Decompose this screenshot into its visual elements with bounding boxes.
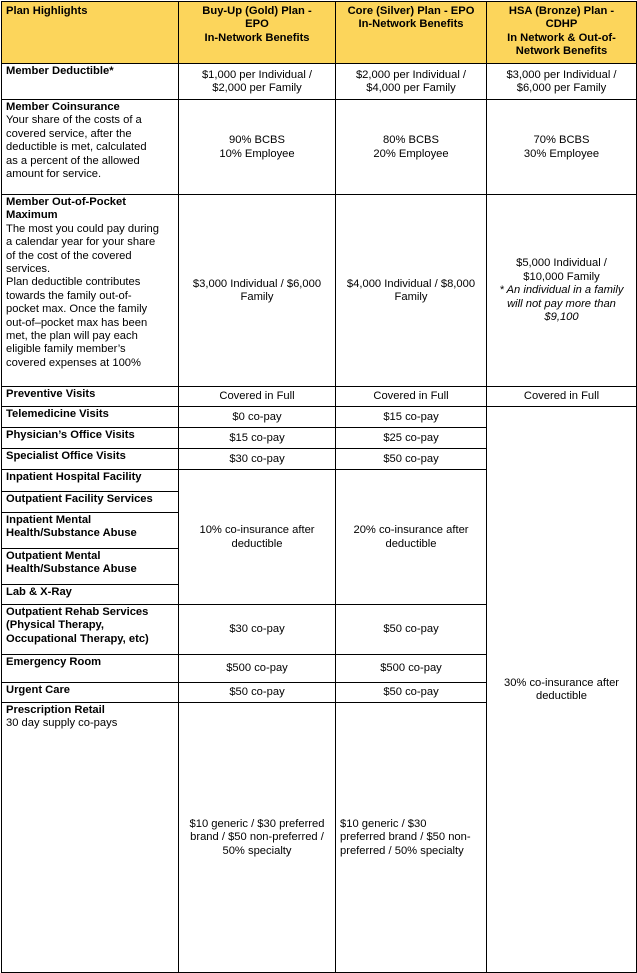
- label-member-deductible: Member Deductible*: [2, 64, 179, 100]
- bronze-coinsurance-group: 30% co-insurance after deductible: [487, 407, 637, 973]
- silver-prescription: $10 generic / $30 preferred brand / $50 non- preferred / 50% specialty: [336, 703, 487, 973]
- label-preventive-visits: Preventive Visits: [2, 387, 179, 407]
- bronze-preventive: Covered in Full: [487, 387, 637, 407]
- gold-deductible: $1,000 per Individual / $2,000 per Family: [179, 64, 336, 100]
- silver-specialist-office: $50 co-pay: [336, 449, 487, 470]
- label-telemedicine: Telemedicine Visits: [2, 407, 179, 428]
- bronze-coinsurance: 70% BCBS 30% Employee: [487, 100, 637, 195]
- gold-outpatient-rehab: $30 co-pay: [179, 605, 336, 655]
- gold-emergency-room: $500 co-pay: [179, 655, 336, 683]
- gold-out-of-pocket-max: $3,000 Individual / $6,000 Family: [179, 195, 336, 387]
- silver-physician-office: $25 co-pay: [336, 428, 487, 449]
- label-out-of-pocket-max: Member Out-of-Pocket Maximum The most you could pay during a calendar year for your share of the cost of the covered services. Plan deductible contributes towards the family out-of- pocket max. Once the family out-of–pocket max has been met, the plan will pay each eligible family member’s covered expenses at 100%: [2, 195, 179, 387]
- gold-specialist-office: $30 co-pay: [179, 449, 336, 470]
- plan-highlights-table: [1, 1, 637, 973]
- silver-outpatient-rehab: $50 co-pay: [336, 605, 487, 655]
- bronze-deductible: $3,000 per Individual / $6,000 per Family: [487, 64, 637, 100]
- label-urgent-care: Urgent Care: [2, 683, 179, 703]
- label-inpatient-mental-health: Inpatient Mental Health/Substance Abuse: [2, 513, 179, 549]
- silver-coinsurance: 80% BCBS 20% Employee: [336, 100, 487, 195]
- gold-coinsurance: 90% BCBS 10% Employee: [179, 100, 336, 195]
- gold-urgent-care: $50 co-pay: [179, 683, 336, 703]
- label-prescription-retail: Prescription Retail 30 day supply co-pays: [2, 703, 179, 973]
- silver-emergency-room: $500 co-pay: [336, 655, 487, 683]
- silver-out-of-pocket-max: $4,000 Individual / $8,000 Family: [336, 195, 487, 387]
- gold-prescription: $10 generic / $30 preferred brand / $50 non-preferred / 50% specialty: [179, 703, 336, 973]
- label-physician-office: Physician’s Office Visits: [2, 428, 179, 449]
- silver-urgent-care: $50 co-pay: [336, 683, 487, 703]
- gold-physician-office: $15 co-pay: [179, 428, 336, 449]
- silver-telemedicine: $15 co-pay: [336, 407, 487, 428]
- row-preventive-visits: [2, 387, 637, 407]
- label-specialist-office: Specialist Office Visits: [2, 449, 179, 470]
- bronze-out-of-pocket-max: $5,000 Individual / $10,000 Family * An individual in a family will not pay more than $9,100: [487, 195, 637, 387]
- header-gold-plan: Buy-Up (Gold) Plan - EPO In-Network Benefits: [179, 2, 336, 64]
- row-out-of-pocket-max: [2, 195, 637, 387]
- label-emergency-room: Emergency Room: [2, 655, 179, 683]
- label-inpatient-hospital: Inpatient Hospital Facility: [2, 470, 179, 492]
- label-outpatient-facility: Outpatient Facility Services: [2, 492, 179, 513]
- bronze-individual-family-note: * An individual in a family: [499, 284, 624, 297]
- silver-deductible: $2,000 per Individual / $4,000 per Family: [336, 64, 487, 100]
- silver-facility-coinsurance: 20% co-insurance after deductible: [336, 470, 487, 605]
- silver-preventive: Covered in Full: [336, 387, 487, 407]
- header-bronze-plan: HSA (Bronze) Plan - CDHP In Network & Out-of- Network Benefits: [487, 2, 637, 64]
- gold-preventive: Covered in Full: [179, 387, 336, 407]
- label-member-coinsurance: Member Coinsurance Your share of the costs of a covered service, after the deductible is met, calculated as a percent of the allowed amount for service.: [2, 100, 179, 195]
- label-outpatient-mental-health: Outpatient Mental Health/Substance Abuse: [2, 549, 179, 585]
- gold-telemedicine: $0 co-pay: [179, 407, 336, 428]
- header-plan-highlights: Plan Highlights: [2, 2, 179, 64]
- header-row: [2, 2, 637, 64]
- row-member-deductible: [2, 64, 637, 100]
- row-telemedicine: [2, 407, 637, 428]
- header-silver-plan: Core (Silver) Plan - EPO In-Network Benefits: [336, 2, 487, 64]
- row-member-coinsurance: [2, 100, 637, 195]
- label-lab-xray: Lab & X-Ray: [2, 585, 179, 605]
- label-outpatient-rehab: Outpatient Rehab Services (Physical Therapy, Occupational Therapy, etc): [2, 605, 179, 655]
- gold-facility-coinsurance: 10% co-insurance after deductible: [179, 470, 336, 605]
